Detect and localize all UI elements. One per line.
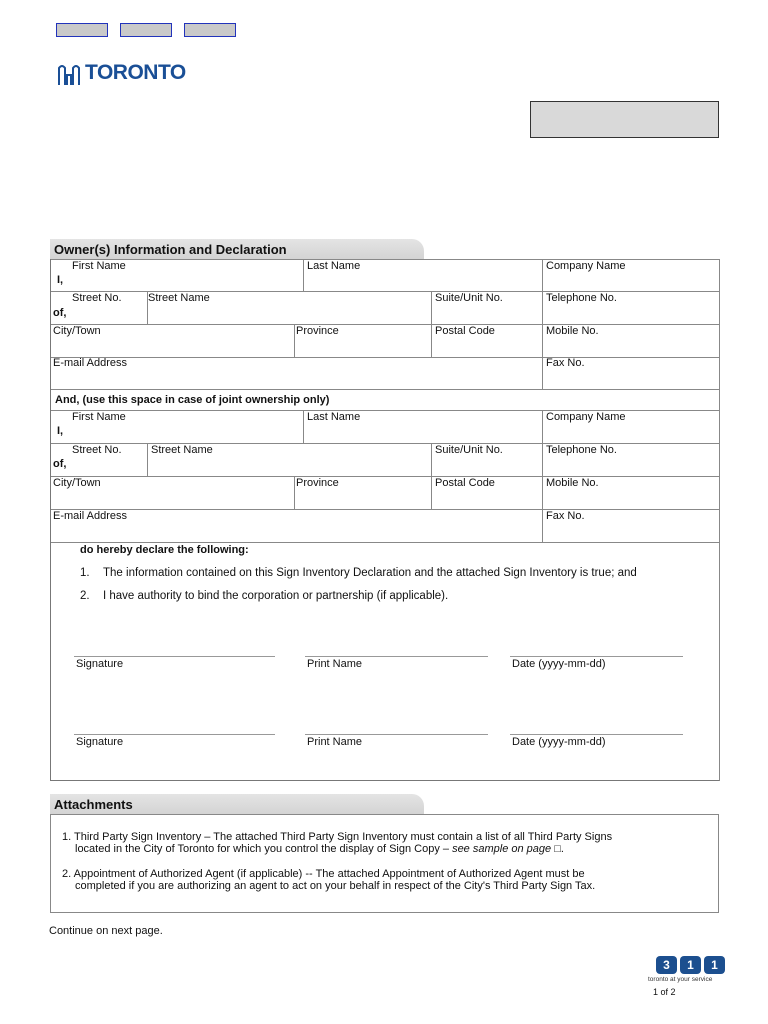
office-use-box [530,101,719,138]
print-name-label-2: Print Name [307,736,363,748]
province-label-2: Province [296,477,339,489]
first-name-label-1: First Name [72,260,126,272]
311-digit-2: 1 [680,956,701,974]
declaration-1-num: 1. [80,567,90,579]
date-label-1: Date (yyyy-mm-dd) [512,658,606,670]
city-label-2: City/Town [53,477,101,489]
signature-line-2[interactable] [74,734,275,735]
311-logo [656,956,728,974]
section-title-owner: Owner(s) Information and Declaration [54,242,287,257]
attachments-box [50,814,719,913]
of-label-2: of, [53,458,67,470]
suite-label-1: Suite/Unit No. [435,292,503,304]
suite-label-2: Suite/Unit No. [435,444,503,456]
last-name-label-1: Last Name [307,260,361,272]
fax-label-2: Fax No. [546,510,585,522]
section-title-attachments: Attachments [54,797,133,812]
date-label-2: Date (yyyy-mm-dd) [512,736,606,748]
print-name-line-1[interactable] [305,656,488,657]
attachment-1-line-2: located in the City of Toronto for which you control the display of Sign Copy – see sample on page □. [75,843,564,855]
declaration-2-text: I have authority to bind the corporation or partnership (if applicable). [103,590,449,602]
top-button-3[interactable] [184,23,236,37]
street-no-label-1: Street No. [72,292,122,304]
attachment-2-line-2: completed if you are authorizing an agent to act on your behalf in respect of the City's Third Party Sign Tax. [75,880,596,892]
street-name-label-2: Street Name [151,444,213,456]
province-label-1: Province [296,325,339,337]
date-line-2[interactable] [510,734,683,735]
date-line-1[interactable] [510,656,683,657]
joint-ownership-heading: And, (use this space in case of joint ownership only) [55,394,330,406]
signature-label-1: Signature [76,658,124,670]
attachment-2-line-1: 2. Appointment of Authorized Agent (if applicable) -- The attached Appointment of Authorized Agent must be [62,868,585,880]
section-tab-owner [50,239,424,260]
postal-label-2: Postal Code [435,477,495,489]
print-name-label-1: Print Name [307,658,363,670]
page-number: 1 of 2 [653,987,676,997]
company-name-label-2: Company Name [546,411,626,423]
print-name-line-2[interactable] [305,734,488,735]
signature-label-2: Signature [76,736,124,748]
mobile-label-1: Mobile No. [546,325,599,337]
attachment-1-line-1: 1. Third Party Sign Inventory – The attached Third Party Sign Inventory must contain a list of all Third Party Signs [62,831,613,843]
311-tagline: toronto at your service [648,976,713,983]
311-digit-1: 3 [656,956,677,974]
street-name-label-1: Street Name [148,292,210,304]
owner-form [50,259,719,781]
street-no-label-2: Street No. [72,444,122,456]
first-name-label-2: First Name [72,411,126,423]
signature-line-1[interactable] [74,656,275,657]
continue-note: Continue on next page. [49,925,163,937]
section-tab-attachments [50,794,424,815]
i-label-2: I, [57,425,64,437]
city-hall-icon [56,60,82,86]
postal-label-1: Postal Code [435,325,495,337]
declaration-1-text: The information contained on this Sign Inventory Declaration and the attached Sign Inventory is true; and [103,567,637,579]
last-name-label-2: Last Name [307,411,361,423]
311-digit-3: 1 [704,956,725,974]
mobile-label-2: Mobile No. [546,477,599,489]
logo-wordmark: TORONTO [85,61,186,84]
declare-heading: do hereby declare the following: [80,544,249,556]
top-button-1[interactable] [56,23,108,37]
top-button-2[interactable] [120,23,172,37]
i-label-1: I, [57,274,64,286]
telephone-label-1: Telephone No. [546,292,617,304]
declaration-2-num: 2. [80,590,90,602]
of-label-1: of, [53,307,67,319]
email-label-1: E-mail Address [53,357,127,369]
telephone-label-2: Telephone No. [546,444,617,456]
fax-label-1: Fax No. [546,357,585,369]
city-label-1: City/Town [53,325,101,337]
toronto-logo [56,60,186,86]
company-name-label-1: Company Name [546,260,626,272]
email-label-2: E-mail Address [53,510,127,522]
